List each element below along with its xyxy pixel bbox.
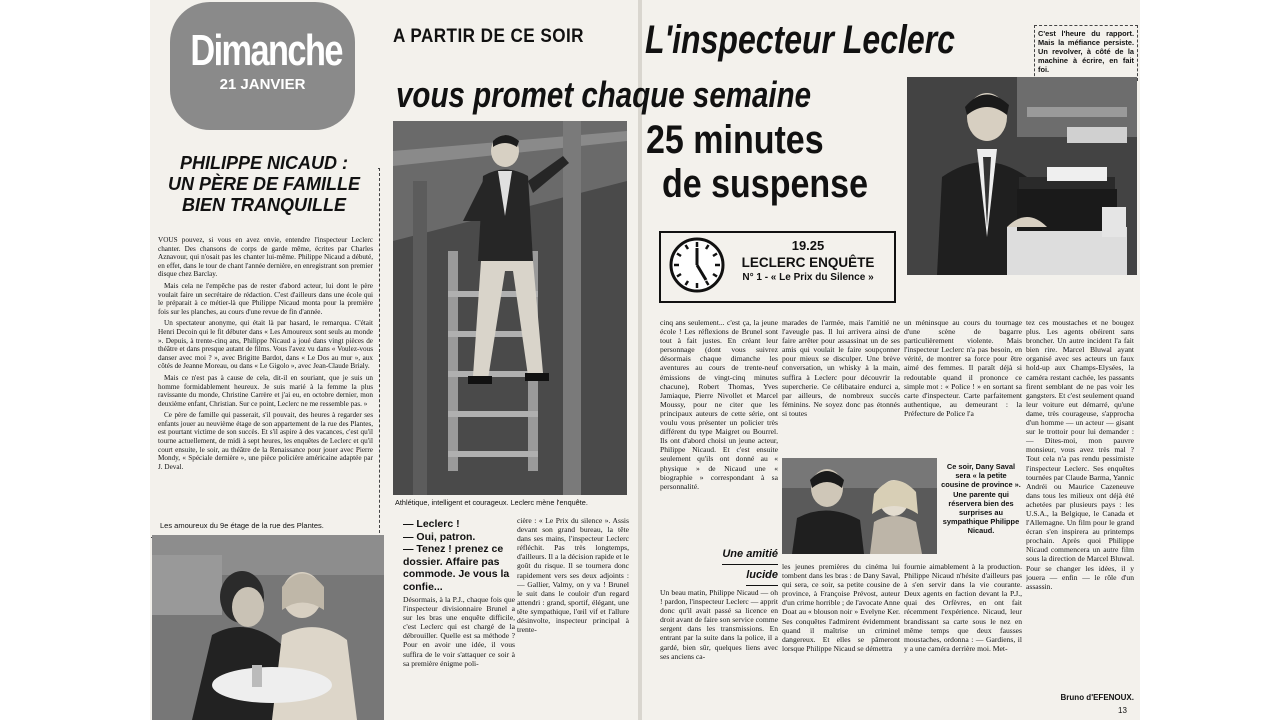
dialogue-line: — Leclerc ! bbox=[403, 518, 460, 530]
left-paragraph: Ce père de famille qui passerait, s'il pouvait, des heures à regarder ses enfants jouer au neuvième étage de son appartement de la rue des Plantes, est pourtant victime de son succès. Et s'il aspire à des vacances, c'est qu'il tourne actuellement, de midi à sept heures, les enquêtes de Leclerc et qu'il court ensuite, le soir, au théâtre de la Renaissance pour jouer avec Pierre Mondy, « Spéciale dernière », une pièce policière américaine adaptée par J. Deval. bbox=[158, 411, 373, 471]
dany-saval-caption: Ce soir, Dany Saval sera « la petite cousine de province ». Une parente qui réservera bien des surprises au sympathique Philippe Nicaud. bbox=[941, 462, 1021, 536]
top-right-caption-text: C'est l'heure du rapport. Mais la méfiance persiste. Un revolver, à côté de la machine à écrire, en fait foi. bbox=[1038, 29, 1134, 74]
center-col-c: cière : « Le Prix du silence ». Assis devant son grand bureau, la tête dans ses mains, l'inspecteur Leclerc réfléchit. Pas très longtemps, d'ailleurs. Il a la décision rapide et le goût du risque. Il se tournera donc rapidement vers ses deux adjoints : — Gallier, Valmy, on y va ! Brunel le suit dans le couloir d'un regard attendri : grand, sportif, élégant, une tête sympathique, l'œil vif et l'allure désinvolte, inspecteur principal à trente- bbox=[517, 516, 629, 635]
schedule-show: LECLERC ENQUÊTE bbox=[741, 255, 875, 270]
couple-photo bbox=[152, 535, 384, 720]
right-col-1: cinq ans seulement... c'est ça, la jeune école ! Les réflexions de Brunel sont tout à fait justes. En créant leur personnage (dont vous suivrez désormais chaque dimanche les aventures au cours de trente-neuf émissions de vingt-cinq minutes chacune), Robert Thomas, Yves Jamiaque, Pierre Nivollet et Marcel Moussy, pour ne citer que les principaux auteurs de cette série, ont voulu vous présenter un policier très différent du type Maigret ou Bourrel. Ils ont d'abord choisi un jeune acteur, Philippe Nicaud. Et c'est ensuite seulement qu'ils ont donné au « physique » de Nicaud une « biographie » correspondant à sa personnalité. bbox=[660, 318, 778, 491]
right-col-3: un méninsque au cours du tournage d'une scène de bagarre particulièrement violente. Mais l'inspecteur Leclerc n'a pas besoin, en vérité, de montrer sa force pour être aimé des femmes. Il paraît déjà si redoutable quand il prononce ce simple mot : « Police ! » en sortant sa carte d'inspecteur. Carte parfaitement authentique, au demeurant : la Préfecture de Police l'a bbox=[904, 318, 1022, 418]
bottom-text-b: fournie aimablement à la production. Philippe Nicaud n'hésite d'ailleurs pas à s'en servir dans la vie courante. Deux agents en faction devant la P.J., quai des Orfèvres, en ont fait récemment l'expérience. Nicaud, leur brandissant sa carte sous le nez en même temps que deux fausses moustaches, ordonna : — Gardiens, il y a une caméra derrière moi. Met- bbox=[904, 562, 1022, 653]
magazine-spread bbox=[150, 0, 1140, 720]
right-col-2: marades de l'armée, mais l'amitié ne l'aveugle pas. Il lui arrivera ainsi de faire arrêter pour assassinat un de ses amis qui voulait le faire soupçonner pour mieux se disculper. Une brève conversation, un whisky à la main, suffira à Leclerc pour découvrir la supercherie. Ce célibataire endurci a, par ailleurs, de nombreux succès féminins. Ne soyez donc pas étonnés si toutes bbox=[782, 318, 900, 418]
page-number: 13 bbox=[1118, 706, 1127, 715]
left-title-line1: PHILIPPE NICAUD : bbox=[179, 153, 348, 173]
banner-suspense: de suspense bbox=[662, 162, 868, 206]
schedule-time: 19.25 bbox=[791, 238, 825, 253]
author-signature: Bruno d'EFENOUX. bbox=[1060, 693, 1134, 702]
left-paragraph: Un spectateur anonyme, qui était là par hasard, le remarqua. C'était Henri Decoin qui le fit débuter dans « Les Amoureux sont seuls au monde ». Depuis, à trente-cinq ans, Philippe Nicaud a joué dans vingt pièces de théâtre et dans presque autant de films. Vous l'avez vu dans « Voulez-vous danser avec moi ? », avec Brigitte Bardot, dans « Le Dos au mur », aux côtés de Jeanne Moreau, ou dans « Le Gigolo », avec Jean-Claude Brialy. bbox=[158, 319, 373, 371]
day-badge bbox=[170, 2, 355, 130]
date-label: 21 JANVIER bbox=[219, 76, 306, 93]
typewriter-photo bbox=[907, 77, 1137, 275]
right-col-1b: Un beau matin, Philippe Nicaud — oh ! pardon, l'inspecteur Leclerc — apprit donc qu'il avait passé sa licence en droit avant de faire son service comme sergent dans les transmissions. En entrant par la suite dans la police, il a gardé, bien sûr, quelques liens avec ses anciens ca- bbox=[660, 588, 778, 661]
dialogue-line: — Oui, patron. bbox=[403, 530, 476, 543]
stairs-photo bbox=[393, 121, 627, 495]
banner-promise: vous promet chaque semaine bbox=[396, 74, 812, 115]
banner-title: L'inspecteur Leclerc bbox=[645, 18, 955, 62]
right-col-4: tez ces moustaches et ne bougez plus. Les agents obéirent sans broncher. Un autre incident l'a fait bien rire. Marcel Bluwal ayant organisé avec ses acteurs un faux hold-up aux Champs-Elysées, la caméra restant cachée, les passants firent semblant de ne pas voir les gangsters. Et c'est seulement quand leur voiture eut démarré, qu'une dame, très courageuse, s'approcha d'un homme — un acteur — gisant sur le trottoir pour lui demander : — Dites-moi, mon pauvre monsieur, vous avez très mal ? Tout cela n'a pas rendu pessimiste l'inspecteur Leclerc. Ses enquêtes tournées par Claude Barma, Yannic Andréi ou Maurice Cazeneuve dans tous les milieux ont déjà été achetées par plusieurs pays : les U.S.A., la Belgique, le Canada et l'Allemagne. Un film pour le grand écran s'en inspirera au printemps prochain. Après quoi Philippe Nicaud commencera un autre film sous la direction de Marcel Bluwal. Pour se changer les idées, il y jouera — enfin — le rôle d'un assassin. bbox=[1026, 318, 1134, 591]
left-paragraph: Mais ce n'est pas à cause de cela, dit-il en souriant, que je suis un homme formidablement heureux. Je suis marié à la femme la plus ravissante du monde, Christine Carrère et j'ai eu, en octobre dernier, mon deuxième enfant, Christian. Sur ce point, Leclerc ne me ressemble pas. » bbox=[158, 373, 373, 408]
left-title-line3: BIEN TRANQUILLE bbox=[182, 195, 346, 215]
left-article-title bbox=[150, 153, 378, 216]
left-paragraph: Mais cela ne l'empêche pas de rester d'abord acteur, lui dont le père voulait faire un secrétaire de rédaction. C'est d'ailleurs dans une école qui le préparait à ce métier-là que Philippe Nicaud monta pour la première fois sur les planches, au cours d'une revue de fin d'année. bbox=[158, 281, 373, 316]
banner-minutes: 25 minutes bbox=[646, 118, 824, 162]
stairs-photo-caption: Athlétique, intelligent et courageux. Leclerc mène l'enquête. bbox=[395, 498, 588, 507]
subhead-line1: Une amitié bbox=[722, 544, 778, 565]
bottom-text-a: les jeunes premières du cinéma lui tombent dans les bras : de Dany Saval, qui sera, ce soir, sa petite cousine de province, à Françoise Prévost, auteur d'un crime horrible ; de l'avocate Anne Doat au « blouson noir » Evelyne Ker. Ses conquêtes l'admirent évidemment quand il maîtrise un criminel dangereux. Et elles se pâmeront lorsque Philippe Nicaud se démettra bbox=[782, 562, 900, 653]
schedule-text bbox=[728, 238, 888, 284]
dany-saval-photo bbox=[782, 458, 937, 554]
dialogue-line: — Tenez ! prenez ce dossier. Affaire pas commode. Je vous la confie... bbox=[403, 543, 510, 593]
subhead-line2: lucide bbox=[746, 565, 778, 586]
day-label: Dimanche bbox=[190, 26, 342, 75]
schedule-episode: N° 1 - « Le Prix du Silence » bbox=[742, 272, 874, 283]
banner-top-line: A PARTIR DE CE SOIR bbox=[393, 26, 584, 47]
top-right-caption bbox=[1034, 25, 1138, 81]
clock-icon bbox=[668, 236, 726, 294]
center-col-b: Désormais, à la P.J., chaque fois que l'inspecteur divisionnaire Brunel a sur les bras une enquête difficile, c'est Leclerc qui est chargé de la débrouiller. Quelle est sa méthode ? Pour en avoir une idée, il vous suffira de le voir s'attaquer ce soir à sa première énigme poli- bbox=[403, 595, 515, 668]
left-article-body bbox=[158, 236, 373, 518]
left-photo-caption: Les amoureux du 9e étage de la rue des Plantes. bbox=[160, 521, 324, 530]
subhead bbox=[660, 544, 778, 586]
dialogue-block bbox=[403, 518, 515, 593]
left-title-line2: UN PÈRE DE FAMILLE bbox=[167, 174, 360, 194]
left-paragraph: VOUS pouvez, si vous en avez envie, entendre l'inspecteur Leclerc chanter. Des chansons de corps de garde même, écrites par Charles Aznavour, qui n'osait pas les chanter lui-même. Philippe Nicaud a débuté, en effet, dans le tour de chant l'année dernière, en enregistrant son premier disque chez Barclay. bbox=[158, 236, 373, 279]
